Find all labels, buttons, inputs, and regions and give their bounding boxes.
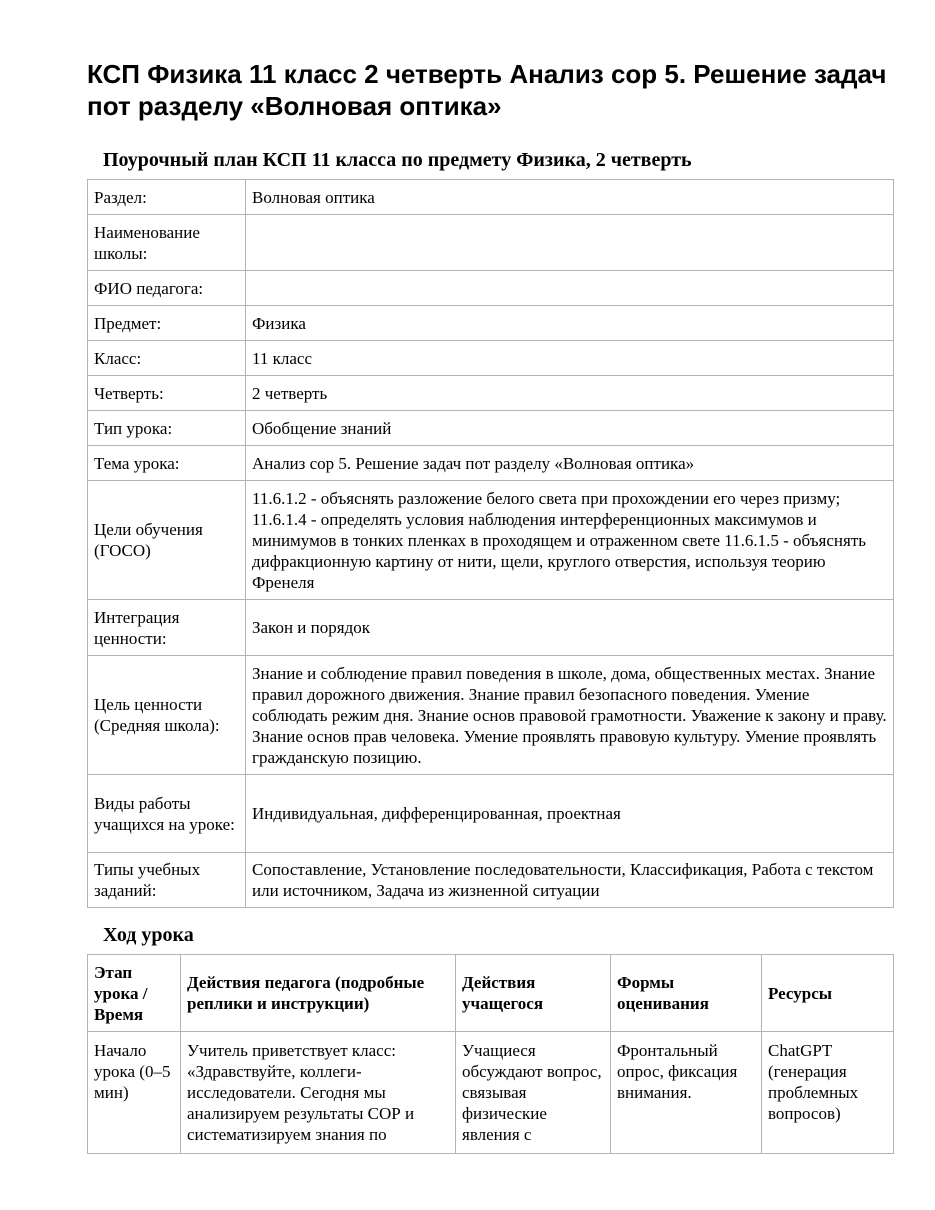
column-header-stage: Этап урока / Время [88,955,181,1032]
plan-row-teacher [88,271,894,306]
plan-row-value: 11 класс [246,341,894,376]
plan-row-task-types [88,853,894,908]
plan-row-value: Закон и порядок [246,600,894,656]
plan-row-value: Волновая оптика [246,180,894,215]
plan-row-value: Физика [246,306,894,341]
plan-row-lesson-type [88,411,894,446]
plan-row-label: Тема урока: [88,446,246,481]
plan-row-value: Анализ сор 5. Решение задач пот разделу «Волновая оптика» [246,446,894,481]
plan-row-value: 11.6.1.2 - объяснять разложение белого света при прохождении его через призму; 11.6.1.4 - определять условия наблюдения интерференционных максимумов и минимумов в тонких пленках в проходящем и отраженном свете 11.6.1.5 - объяснять дифракционную картину от нити, щели, круглого отверстия, используя теорию Френеля [246,481,894,600]
document-title: КСП Физика 11 класс 2 четверть Анализ сор 5. Решение задач пот разделу «Волновая оптика» [87,59,887,121]
plan-row-label: Наименование школы: [88,215,246,271]
column-header-teacher-actions: Действия педагога (подробные реплики и инструкции) [181,955,456,1032]
plan-row-value [246,271,894,306]
plan-row-label: Четверть: [88,376,246,411]
plan-row-value: Обобщение знаний [246,411,894,446]
plan-row-work-types [88,775,894,853]
column-header-student-actions: Действия учащегося [456,955,611,1032]
plan-row-value: 2 четверть [246,376,894,411]
cell-teacher-actions: Учитель приветствует класс: «Здравствуйте, коллеги-исследователи. Сегодня мы анализируем результаты СОР и систематизируем знания по [181,1032,456,1154]
cell-stage: Начало урока (0–5 мин) [88,1032,181,1154]
plan-row-label: Цели обучения (ГОСО) [88,481,246,600]
plan-row-label: Предмет: [88,306,246,341]
plan-table [87,179,894,908]
cell-assessment: Фронтальный опрос, фиксация внимания. [611,1032,762,1154]
plan-row-quarter [88,376,894,411]
table-row [88,1032,894,1154]
plan-row-label: Типы учебных заданий: [88,853,246,908]
plan-heading: Поурочный план КСП 11 класса по предмету Физика, 2 четверть [103,149,692,171]
table-header-row [88,955,894,1032]
plan-row-label: Тип урока: [88,411,246,446]
plan-row-section [88,180,894,215]
plan-row-value: Сопоставление, Установление последовательности, Классификация, Работа с текстом или источником, Задача из жизненной ситуации [246,853,894,908]
plan-row-value: Знание и соблюдение правил поведения в школе, дома, общественных местах. Знание правил дорожного движения. Знание правил безопасного поведения. Умение соблюдать режим дня. Знание основ правовой грамотности. Уважение к закону и праву. Знание основ прав человека. Умение проявлять правовую культуру. Умение проявлять гражданскую позицию. [246,656,894,775]
plan-row-grade [88,341,894,376]
plan-row-value [246,215,894,271]
plan-row-label: Класс: [88,341,246,376]
column-header-resources: Ресурсы [762,955,894,1032]
cell-student-actions: Учащиеся обсуждают вопрос, связывая физические явления с [456,1032,611,1154]
plan-row-topic [88,446,894,481]
plan-row-value-goal [88,656,894,775]
plan-row-learning-goals [88,481,894,600]
cell-resources: ChatGPT (генерация проблемных вопросов) [762,1032,894,1154]
plan-row-school [88,215,894,271]
plan-row-label: ФИО педагога: [88,271,246,306]
lesson-progress-heading: Ход урока [103,924,194,946]
plan-row-label: Виды работы учащихся на уроке: [88,775,246,853]
plan-row-subject [88,306,894,341]
lesson-progress-table [87,954,894,1154]
column-header-assessment: Формы оценивания [611,955,762,1032]
plan-row-label: Интеграция ценности: [88,600,246,656]
plan-row-value-integration [88,600,894,656]
plan-row-label: Раздел: [88,180,246,215]
plan-row-value: Индивидуальная, дифференцированная, проектная [246,775,894,853]
plan-row-label: Цель ценности (Средняя школа): [88,656,246,775]
